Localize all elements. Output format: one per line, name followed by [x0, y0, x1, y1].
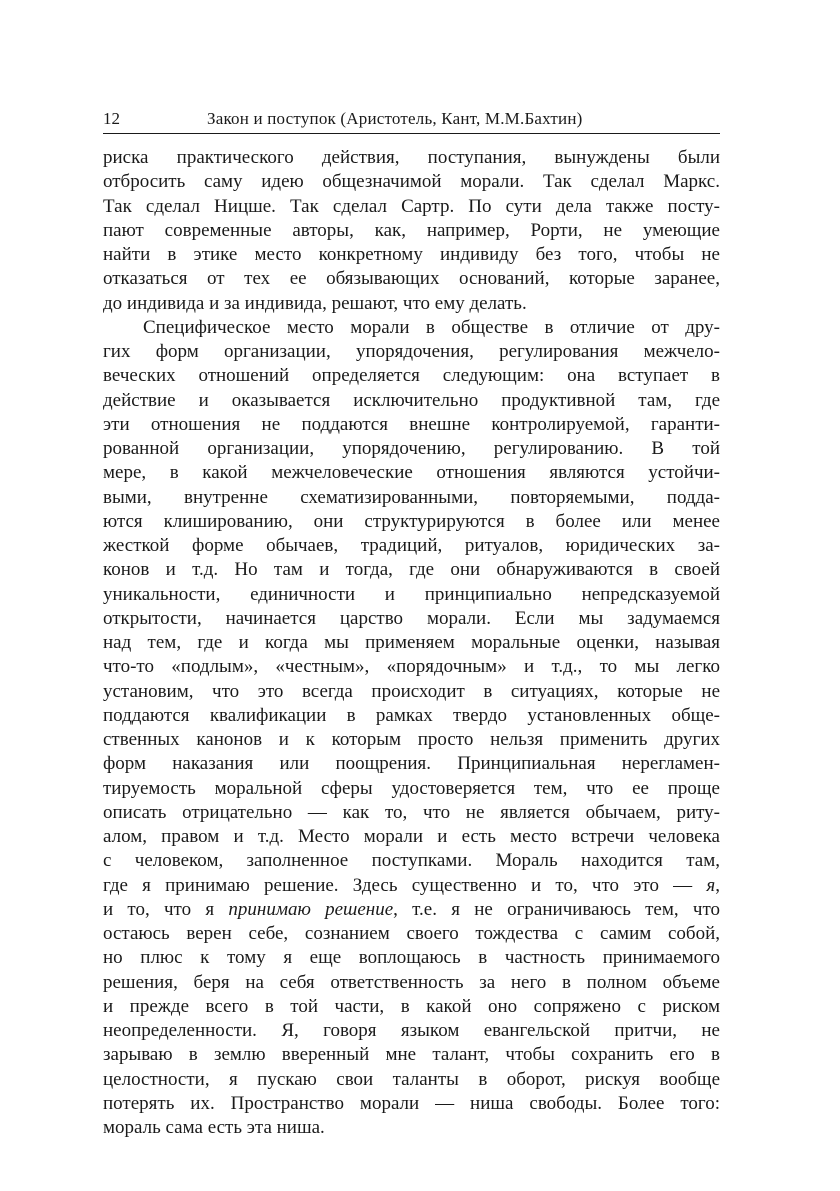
paragraph — [103, 146, 720, 316]
text-line: и то, что я принимаю решение, т.е. я не ограничиваюсь тем, что — [103, 898, 721, 920]
text-line: целостности, я пускаю свои таланты в оборот, рискуя вообще — [103, 1068, 720, 1090]
text-line: потерять их. Пространство морали — ниша свободы. Более того: — [103, 1092, 720, 1114]
text-line: установим, что это всегда происходит в ситуациях, которые не — [103, 680, 720, 702]
emphasis: я — [706, 874, 716, 896]
text-line: над тем, где и когда мы применяем моральные оценки, называя — [103, 632, 720, 653]
text-line: мере, в какой межчеловеческие отношения являются устойчи- — [103, 462, 720, 484]
text-line: алом, правом и т.д. Место морали и есть место встречи человека — [103, 826, 720, 847]
text-line: риска практического действия, поступания, вынуждены были — [103, 147, 720, 168]
text-line: но плюс к тому я еще воплощаюсь в частность принимаемого — [103, 947, 720, 969]
text-line: действие и оказывается исключительно продуктивной там, где — [103, 389, 720, 411]
running-head-title: Закон и поступок (Аристотель, Кант, М.М.Бахтин) — [207, 109, 583, 128]
text-line: открытости, начинается царство морали. Если мы задумаемся — [103, 607, 720, 629]
body-text — [103, 146, 720, 1140]
text-line: решения, беря на себя ответственность за него в полном объеме — [103, 971, 720, 993]
page-number: 12 — [103, 109, 120, 128]
text-line: отказаться от тех ее обязывающих оснований, которые заранее, — [103, 268, 720, 290]
text-line: где я принимаю решение. Здесь существенно и то, что это — я, — [103, 874, 720, 896]
text-line: ются клишированию, они структурируются в более или менее — [103, 510, 720, 532]
text-line: веческих отношений определяется следующим: она вступает в — [103, 365, 720, 387]
emphasis: принимаю решение — [228, 898, 394, 920]
text-line: зарываю в землю вверенный мне талант, чтобы сохранить его в — [103, 1044, 720, 1066]
text-line: остаюсь верен себе, сознанием своего тождества с самим собой, — [103, 923, 720, 944]
text-line: Так сделал Ницше. Так сделал Сартр. По сути дела также посту- — [103, 195, 720, 217]
text-line: уникальности, единичности и принципиально непредсказуемой — [103, 583, 720, 605]
text-line: пают современные авторы, как, например, Рорти, не умеющие — [103, 219, 720, 241]
text-line: Специфическое место морали в обществе в отличие от дру- — [143, 316, 720, 338]
text-line: ственных канонов и к которым просто нельзя применить других — [103, 729, 720, 750]
text-line: конов и т.д. Но там и тогда, где они обнаруживаются в своей — [103, 559, 720, 581]
text-line: гих форм организации, упорядочения, регулирования межчело- — [103, 341, 720, 362]
text-line: рованной организации, упорядочению, регулированию. В той — [103, 438, 720, 459]
text-line: тируемость моральной сферы удостоверяется тем, что ее проще — [103, 777, 720, 799]
text-line: жесткой форме обычаев, традиций, ритуалов, юридических за- — [103, 535, 720, 556]
text-line: что-то «подлым», «честным», «порядочным» и т.д., то мы легко — [103, 656, 720, 678]
text-line: отбросить саму идею общезначимой морали. Так сделал Маркс. — [103, 171, 720, 193]
text-line: и прежде всего в той части, в какой оно сопряжено с риском — [103, 995, 720, 1017]
text-line: поддаются квалификации в рамках твердо установленных обще- — [103, 704, 720, 726]
text-line: выми, внутренне схематизированными, повторяемыми, подда- — [103, 486, 720, 508]
header-rule — [103, 133, 720, 134]
text-line: эти отношения не поддаются внешне контролируемой, гаранти- — [103, 413, 720, 435]
text-line: мораль сама есть эта ниша. — [103, 1117, 325, 1138]
paragraph — [103, 316, 720, 1141]
text-line: с человеком, заполненное поступками. Мораль находится там, — [103, 850, 720, 872]
text-line: описать отрицательно — как то, что не является обычаем, риту- — [103, 801, 720, 823]
text-line: до индивида и за индивида, решают, что ему делать. — [103, 292, 527, 314]
text-line: форм наказания или поощрения. Принципиальная нерегламен- — [103, 753, 720, 775]
text-line: найти в этике место конкретному индивиду без того, чтобы не — [103, 244, 720, 265]
running-head — [103, 108, 720, 130]
text-line: неопределенности. Я, говоря языком евангельской притчи, не — [103, 1020, 720, 1041]
